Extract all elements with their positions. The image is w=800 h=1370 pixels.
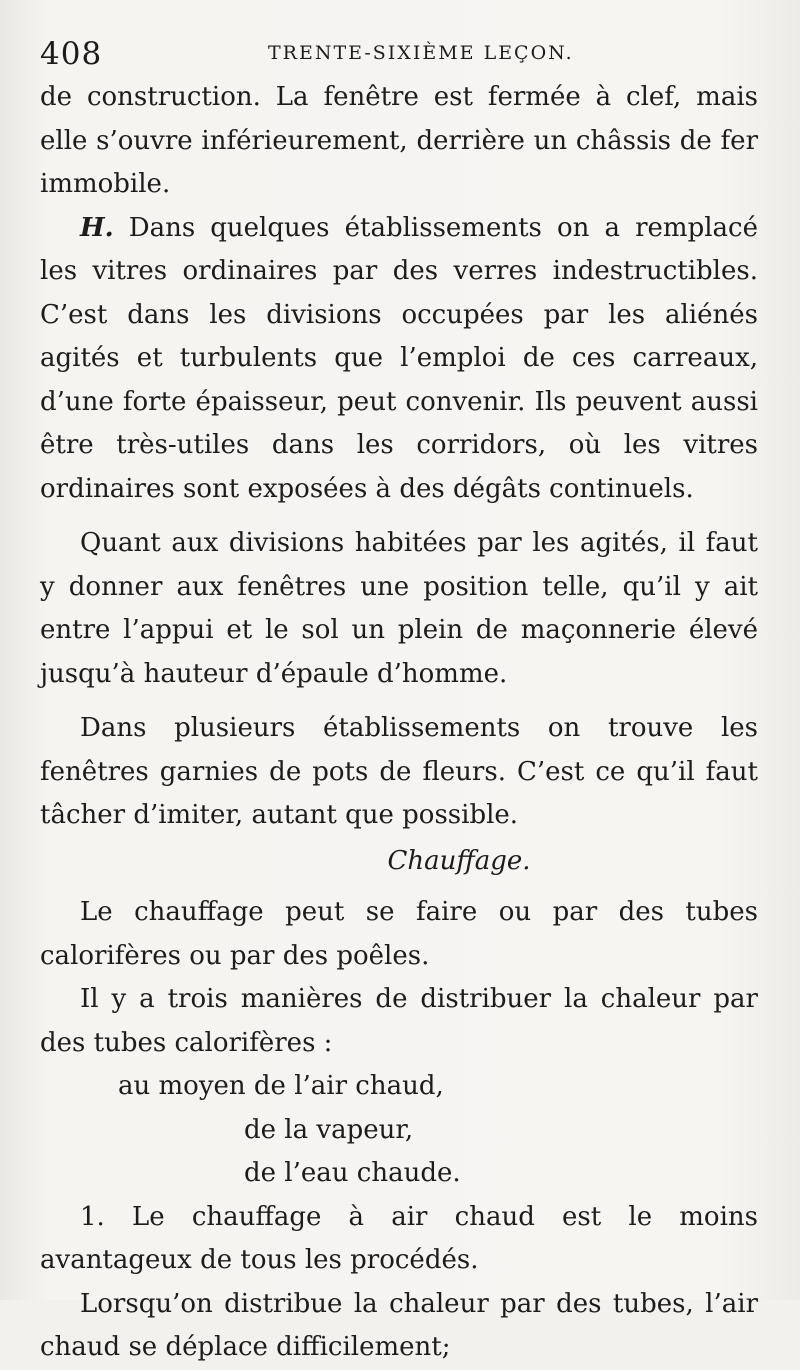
- list-item-vapeur: de la vapeur,: [244, 1114, 414, 1145]
- paragraph-h-text: Dans quelques établissements on a remplacé les vitres ordinaires par des verres indestructibles. C’est dans les divisions occupées par les aliénés agités et turbulents que l’emploi de ces carreaux, d’une forte épaisseur, peut convenir. Ils peuvent aussi être très-utiles dans les corridors, où les vitres ordinaires sont exposées à des dégâts continuels.: [40, 212, 758, 504]
- paragraph-distribution: Lorsqu’on distribue la chaleur par des tubes, l’air chaud se déplace difficilement;: [40, 1288, 758, 1362]
- section-letter-h: H.: [80, 212, 114, 243]
- paragraph-h: [40, 207, 758, 512]
- running-head: TRENTE-SIXIÈME LEÇON.: [268, 42, 574, 64]
- paragraph-chauffage-intro: Le chauffage peut se faire ou par des tubes calorifères ou par des poêles.: [40, 897, 758, 971]
- paragraph-trois-manieres: Il y a trois manières de distribuer la chaleur par des tubes calorifères :: [40, 984, 758, 1058]
- paragraph-fleurs: Dans plusieurs établissements on trouve les fenêtres garnies de pots de fleurs. C’est ce qu’il faut tâcher d’imiter, autant que possible.: [40, 713, 758, 830]
- page-number: 408: [40, 36, 103, 72]
- body-text: [40, 76, 758, 1370]
- paragraph-continuation: de construction. La fenêtre est fermée à clef, mais elle s’ouvre inférieurement, derrière un châssis de fer immobile.: [40, 82, 758, 199]
- paragraph-air-chaud: 1. Le chauffage à air chaud est le moins avantageux de tous les procédés.: [40, 1201, 758, 1275]
- section-heading-chauffage: Chauffage.: [387, 845, 531, 876]
- paragraph-agites: Quant aux divisions habitées par les agités, il faut y donner aux fenêtres une position telle, qu’il y ait entre l’appui et le sol un plein de maçonnerie élevé jusqu’à hauteur d’épaule d’homme.: [40, 528, 758, 689]
- list-item-air-chaud: au moyen de l’air chaud,: [118, 1071, 444, 1101]
- page-header: [0, 36, 800, 76]
- list-item-eau-chaude: de l’eau chaude.: [244, 1158, 461, 1188]
